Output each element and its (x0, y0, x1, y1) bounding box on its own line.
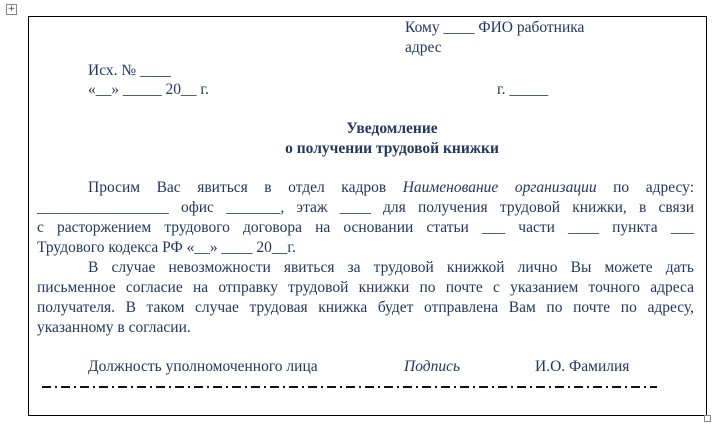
para1-line4: Трудового кодекса РФ «__» ____ 20__г. (37, 239, 296, 256)
para2-line2: письменное согласие на отправку трудовой книжки по почте с указанием точного адреса (37, 279, 694, 296)
table-resize-handle[interactable] (704, 415, 711, 422)
signatory-position: Должность уполномоченного лица (88, 358, 318, 375)
city: г. _____ (497, 81, 549, 98)
recipient-address: адрес (405, 39, 442, 56)
outgoing-date: «__» _____ 20__ г. (88, 81, 209, 98)
para2-line1: В случае невозможности явиться за трудовой книжкой лично Вы можете дать (88, 259, 694, 276)
subtitle: о получении трудовой книжки (285, 140, 499, 157)
organization-name: Наименование организации (402, 179, 597, 196)
outgoing-number: Исх. № ____ (88, 62, 172, 79)
cut-line (42, 386, 657, 388)
para1-line2: _________________ офис _______, этаж ____ для получения трудовой книжки, в связи (37, 199, 694, 216)
para2-line4: указанному в согласии. (37, 319, 191, 336)
para1-line3: с расторжением трудового договора на основании статьи ___ части ____ пункта ___ (37, 219, 694, 236)
signature-placeholder: Подпись (404, 358, 461, 375)
text: Просим Вас явиться в отдел кадров (88, 179, 387, 196)
text: по адресу: (613, 179, 695, 196)
para1-line1 (88, 179, 694, 197)
signatory-name: И.О. Фамилия (535, 358, 630, 375)
para2-line3: получателя. В таком случае трудовая книжка будет отправлена Вам по почте по адресу, (37, 299, 694, 316)
title: Уведомление (346, 120, 438, 137)
table-move-handle-icon[interactable]: + (7, 4, 16, 14)
recipient-line: Кому ____ ФИО работника (405, 19, 585, 36)
